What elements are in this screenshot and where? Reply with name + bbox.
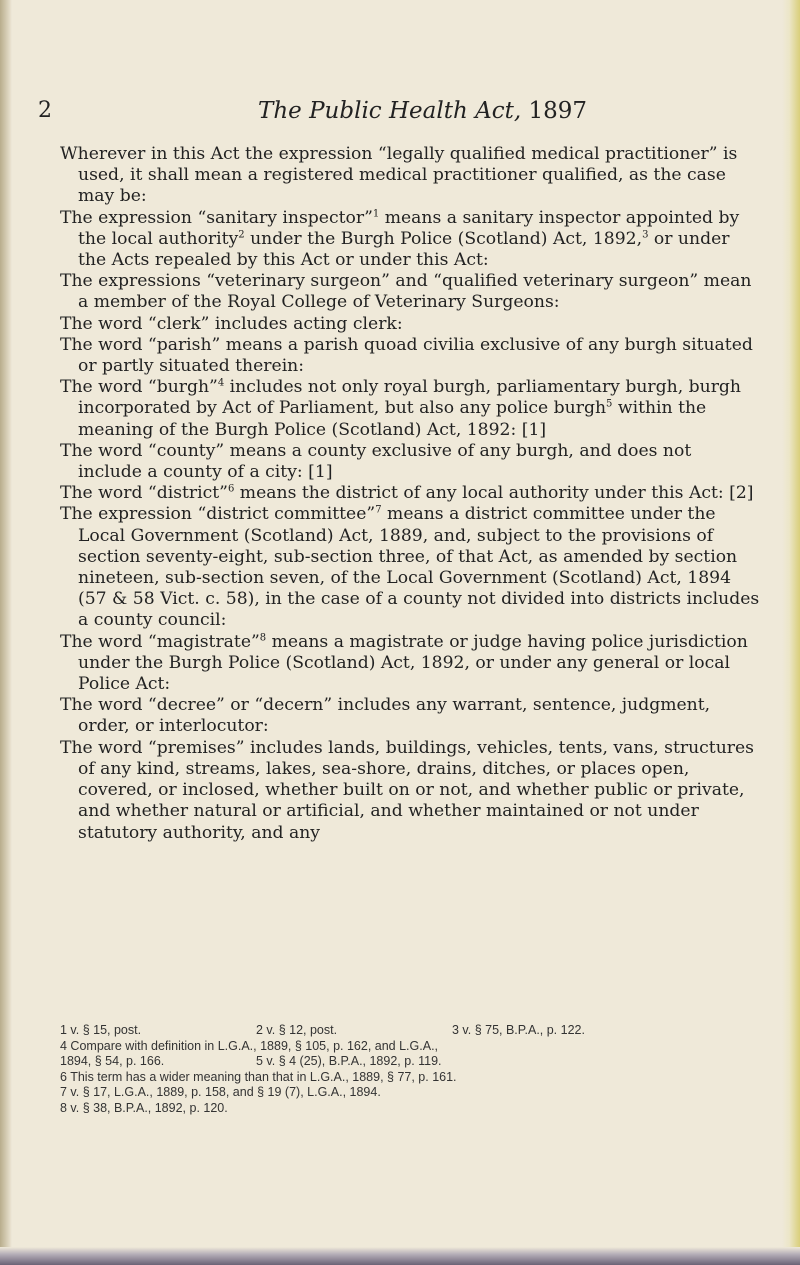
footnote-4-cont: 1894, § 54, p. 166. <box>60 1054 165 1068</box>
paragraph-text: The word “magistrate” <box>60 631 260 652</box>
definition-paragraph <box>60 335 760 377</box>
footnotes <box>60 1023 760 1116</box>
paragraph-text: The expressions “veterinary surgeon” and “qualified veterinary surgeon” mean a member of the Royal College of Veterinary Surgeons: <box>60 271 752 313</box>
footnote-ref: 6 <box>227 483 235 495</box>
running-title-year: 1897 <box>528 98 588 124</box>
footnote-8: 8 v. § 38, B.P.A., 1892, p. 120. <box>60 1100 228 1115</box>
footnote-ref: 7 <box>375 504 382 516</box>
page-left-edge <box>0 0 12 1265</box>
footnote-row <box>60 1085 760 1101</box>
definition-paragraph <box>60 483 760 504</box>
paragraph-text: within the meaning of the Burgh Police (Scotland) Act, 1892: [1] <box>78 398 707 440</box>
footnote-row <box>60 1054 760 1070</box>
paragraph-text: The expression “sanitary inspector” <box>60 207 373 228</box>
definition-paragraph <box>60 208 760 272</box>
footnote-4: 4 Compare with definition in L.G.A., 1889, § 105, p. 162, and L.G.A., <box>60 1038 439 1053</box>
running-header <box>0 98 800 128</box>
definition-paragraph <box>60 441 760 483</box>
paragraph-text: means a magistrate or judge having police jurisdiction under the Burgh Police (Scotland) Act, 1892, or under any general or local Police Act: <box>78 631 748 695</box>
paragraph-text: The word “county” means a county exclusive of any burgh, and does not include a county of a city: [1] <box>60 440 692 483</box>
definition-paragraph <box>60 377 760 441</box>
paragraph-text: The word “district” <box>60 483 228 504</box>
footnote-row <box>60 1023 760 1039</box>
footnote-2: 2 v. § 12, post. <box>256 1023 338 1037</box>
paragraph-text: The word “burgh” <box>60 377 218 398</box>
footnote-ref: 8 <box>259 631 267 643</box>
definition-paragraph <box>60 144 760 208</box>
footnote-ref: 2 <box>238 229 245 241</box>
paragraph-text: The word “parish” means a parish quoad civilia exclusive of any burgh situated or partly situated therein: <box>60 334 753 377</box>
paragraph-text: means a sanitary inspector appointed by the local authority <box>78 207 740 249</box>
footnote-3: 3 v. § 75, B.P.A., p. 122. <box>452 1023 585 1037</box>
footnote-7: 7 v. § 17, L.G.A., 1889, p. 158, and § 19 (7), L.G.A., 1894. <box>60 1085 381 1099</box>
footnote-ref: 5 <box>606 398 613 410</box>
footnote-5: 5 v. § 4 (25), B.P.A., 1892, p. 119. <box>256 1054 442 1068</box>
footnote-6: 6 This term has a wider meaning than that in L.G.A., 1889, § 77, p. 161. <box>60 1069 457 1084</box>
paragraph-text: under the Burgh Police (Scotland) Act, 1892, <box>244 228 643 249</box>
paragraph-text: means the district of any local authority under this Act: [2] <box>234 483 754 504</box>
definition-paragraph <box>60 504 760 631</box>
footnote-1: 1 v. § 15, post. <box>60 1023 142 1037</box>
paragraph-text: The word “clerk” includes acting clerk: <box>60 313 403 334</box>
page-bottom-edge <box>0 1247 800 1265</box>
paragraph-text: Wherever in this Act the expression “legally qualified medical practitioner” is used, it shall mean a registered medical practitioner qualified, as the case may be: <box>60 144 738 207</box>
definition-paragraph <box>60 314 760 335</box>
footnote-ref: 4 <box>217 377 225 389</box>
footnote-ref: 1 <box>372 207 380 219</box>
footnote-row <box>60 1101 760 1117</box>
paragraph-text: The expression “district committee” <box>60 504 376 525</box>
definition-paragraph <box>60 271 760 313</box>
paragraph-text: The word “premises” includes lands, buildings, vehicles, tents, vans, structures of any kind, streams, lakes, sea-shore, drains, ditches, or places open, covered, or inclosed, whether built on or not, and whether public or private, and whether natural or artificial, and whether maintained or not under statutory authority, and any <box>60 737 754 843</box>
body-text <box>60 144 760 844</box>
paragraph-text: includes not only royal burgh, parliamentary burgh, burgh incorporated by Act of Parliament, but also any police burgh <box>78 377 741 419</box>
definition-paragraph <box>60 695 760 737</box>
footnote-row <box>60 1070 760 1086</box>
definition-paragraph <box>60 632 760 696</box>
page-right-edge <box>782 0 800 1265</box>
footnote-ref: 3 <box>642 229 649 241</box>
running-title <box>258 98 587 124</box>
footnote-row <box>60 1039 760 1055</box>
paragraph-text: The word “decree” or “decern” includes any warrant, sentence, judgment, order, or interlocutor: <box>60 695 711 737</box>
running-title-text: The Public Health Act, <box>258 98 522 124</box>
paragraph-text: or under the Acts repealed by this Act or under this Act: <box>78 228 730 271</box>
page-number: 2 <box>38 98 52 123</box>
paragraph-text: means a district committee under the Local Government (Scotland) Act, 1889, and, subject to the provisions of section seventy-eight, sub-section three, of that Act, as amended by section nineteen, sub-section seven, of the Local Government (Scotland) Act, 1894 (57 & 58 Vict. c. 58), in the case of a county not divided into districts includes a county council: <box>78 504 760 631</box>
definition-paragraph <box>60 738 760 844</box>
